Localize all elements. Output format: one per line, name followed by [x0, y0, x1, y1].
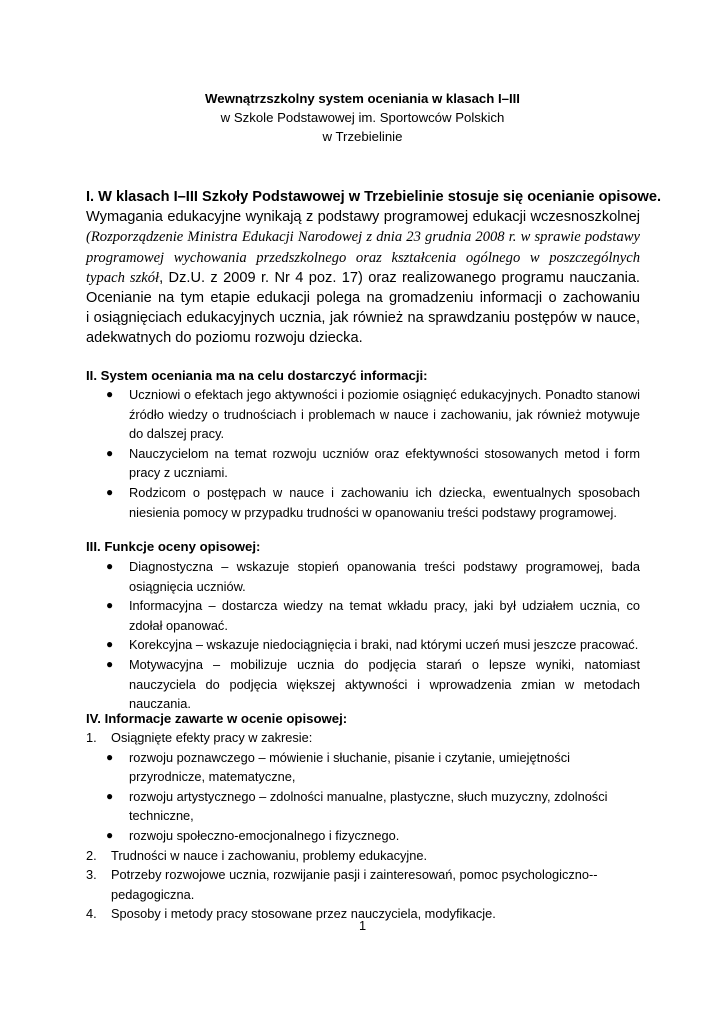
numbered-item: 3. Potrzeby rozwojowe ucznia, rozwijanie pasji i zainteresowań, pomoc psychologiczno--pedagogiczna. [86, 867, 598, 902]
bullet-icon: ● [106, 749, 114, 764]
section-4-heading: IV. Informacje zawarte w ocenie opisowej: [86, 711, 348, 726]
bullet-icon: ● [106, 827, 114, 842]
numbered-item: 1. Osiągnięte efekty pracy w zakresie: [86, 730, 313, 745]
section-4-list [86, 728, 640, 924]
separator: , [159, 269, 164, 286]
page-number: 1 [358, 918, 367, 933]
list-item: ● Motywacyjna – mobilizuje ucznia do podjęcia starań o lepsze wyniki, natomiast nauczyciela do podjęcia większej aktywności i wprowadzenia zmian w metodach nauczania. [106, 656, 640, 712]
list-item: ● Nauczycielom na temat rozwoju uczniów oraz efektywności stosowanych metod i form pracy z uczniami. [106, 445, 640, 481]
sub-list-item: ● rozwoju artystycznego – zdolności manualne, plastyczne, słuch muzyczny, zdolności techniczne, [106, 788, 608, 824]
bullet-icon: ● [106, 656, 114, 671]
section-2-list [86, 385, 640, 522]
section-3-list [86, 557, 640, 714]
italic-reference: typach szkół [86, 269, 160, 286]
legal-reference: Dz.U. z 2009 r. Nr 4 poz. 17) oraz realizowanego programu nauczania. [168, 269, 640, 286]
section-3-heading: III. Funkcje oceny opisowej: [86, 539, 261, 554]
section-1-line: (Rozporządzenie Ministra Edukacji Narodowej z dnia 23 grudnia 2008 r. w sprawie podstawy [86, 229, 640, 246]
bullet-icon: ● [106, 788, 114, 803]
section-1-line: programowej wychowania przedszkolnego oraz kształcenia ogólnego w poszczególnych [86, 249, 640, 266]
bullet-icon: ● [106, 598, 114, 613]
sub-list-item: ● rozwoju społeczno-emocjonalnego i fizycznego. [86, 826, 640, 846]
sub-list-item: ● rozwoju poznawczego – mówienie i słuchanie, pisanie i czytanie, umiejętności przyrodnicze, matematyczne, [106, 749, 571, 785]
bullet-icon: ● [106, 445, 114, 460]
bullet-icon: ● [106, 484, 114, 499]
list-item: ● Rodzicom o postępach w nauce i zachowaniu ich dziecka, ewentualnych sposobach niesienia pomocy w przypadku trudności w opanowaniu treści podstawy programowej. [106, 484, 640, 520]
section-2-heading: II. System oceniania ma na celu dostarczyć informacji: [86, 368, 428, 383]
list-item: ● Korekcyjna – wskazuje niedociągnięcia i braki, nad którymi uczeń musi jeszcze pracować. [86, 635, 640, 655]
section-1-line: adekwatnych do poziomu rozwoju dziecka. [86, 330, 363, 347]
section-1-heading: I. W klasach I–III Szkoły Podstawowej w Trzebielinie stosuje się ocenianie opisowe. [86, 189, 662, 205]
section-1-line: Wymagania edukacyjne wynikają z podstawy programowej edukacji wczesnoszkolnej [86, 209, 640, 226]
bullet-icon: ● [106, 637, 114, 652]
document-subtitle: w Szkole Podstawowej im. Sportowców Polskich [220, 110, 505, 125]
list-item: ● Diagnostyczna – wskazuje stopień opanowania treści podstawy programowej, bada osiągnięcia uczniów. [106, 559, 640, 594]
bullet-icon: ● [106, 387, 114, 401]
section-1-line: Ocenianie na tym etapie edukacji polega na gromadzeniu informacji o zachowaniu [86, 289, 640, 306]
section-1 [86, 187, 662, 349]
list-item: ● Informacyjna – dostarcza wiedzy na temat wkładu pracy, jaki był udziałem ucznia, co zdołał opanować. [106, 598, 640, 633]
document-location: w Trzebielinie [322, 129, 403, 144]
numbered-item: 4. Sposoby i metody pracy stosowane przez nauczyciela, modyfikacje. [86, 906, 496, 922]
section-1-line [86, 268, 640, 288]
list-item: ● Uczniowi o efektach jego aktywności i poziomie osiągnięć edukacyjnych. Ponadto stanowi źródło wiedzy o trudnościach i problemach w nauce i zachowaniu, jak również motywuje do dalszej pracy. [106, 387, 640, 442]
document-title: Wewnątrzszkolny system oceniania w klasach I–III [205, 91, 520, 106]
bullet-icon: ● [106, 559, 114, 573]
section-1-line: i osiągnięciach edukacyjnych ucznia, jak również na sprawdzaniu postępów w nauce, [86, 310, 640, 327]
numbered-item: 2. Trudności w nauce i zachowaniu, problemy edukacyjne. [86, 847, 428, 863]
